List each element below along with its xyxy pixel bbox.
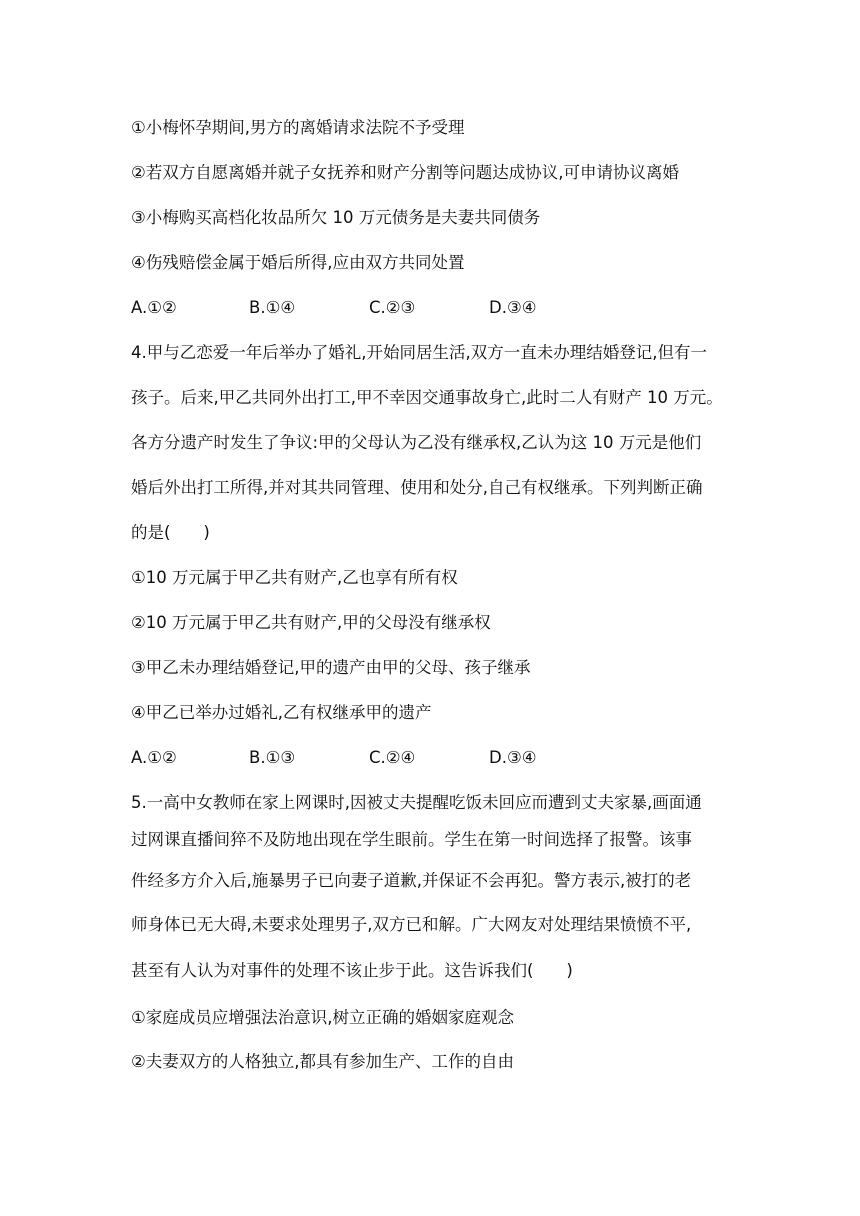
q4-option-b: B.①③ [249,748,296,767]
q5-stem-line-5: 甚至有人认为对事件的处理不该止步于此。这告诉我们( ) [131,961,573,980]
q3-item-2: ②若双方自愿离婚并就子女抚养和财产分割等问题达成协议,可申请协议离婚 [131,163,680,182]
q4-item-1: ①10 万元属于甲乙共有财产,乙也享有所有权 [131,568,458,587]
q3-item-1: ①小梅怀孕期间,男方的离婚请求法院不予受理 [131,118,465,137]
q5-stem-line-4: 师身体已无大碍,未要求处理男子,双方已和解。广大网友对处理结果愤愤不平, [131,915,692,934]
q5-stem-line-3: 件经多方介入后,施暴男子已向妻子道歉,并保证不会再犯。警方表示,被打的老 [131,871,692,890]
q5-stem-line-2: 过网课直播间猝不及防地出现在学生眼前。学生在第一时间选择了报警。该事 [131,830,692,849]
q4-stem-line-1: 4.甲与乙恋爱一年后举办了婚礼,开始同居生活,双方一直未办理结婚登记,但有一 [131,343,707,362]
q3-item-4: ④伤残赔偿金属于婚后所得,应由双方共同处置 [131,253,465,272]
q3-option-a: A.①② [131,298,177,317]
q5-stem-line-1: 5.一高中女教师在家上网课时,因被丈夫提醒吃饭未回应而遭到丈夫家暴,画面通 [131,793,702,812]
q4-option-a: A.①② [131,748,177,767]
q3-item-3: ③小梅购买高档化妆品所欠 10 万元债务是夫妻共同债务 [131,208,541,227]
q4-stem-line-3: 各方分遗产时发生了争议:甲的父母认为乙没有继承权,乙认为这 10 万元是他们 [131,433,702,452]
q4-stem-line-4: 婚后外出打工所得,并对其共同管理、使用和处分,自己有权继承。下列判断正确 [131,478,703,497]
q4-item-4: ④甲乙已举办过婚礼,乙有权继承甲的遗产 [131,703,432,722]
q4-option-c: C.②④ [369,748,416,767]
q4-stem-line-2: 孩子。后来,甲乙共同外出打工,甲不幸因交通事故身亡,此时二人有财产 10 万元。 [131,388,723,407]
q4-item-3: ③甲乙未办理结婚登记,甲的遗产由甲的父母、孩子继承 [131,658,531,677]
q5-item-2: ②夫妻双方的人格独立,都具有参加生产、工作的自由 [131,1052,515,1071]
q4-item-2: ②10 万元属于甲乙共有财产,甲的父母没有继承权 [131,613,491,632]
q3-option-d: D.③④ [489,298,537,317]
q3-option-b: B.①④ [249,298,296,317]
q5-item-1: ①家庭成员应增强法治意识,树立正确的婚姻家庭观念 [131,1008,515,1027]
q4-option-d: D.③④ [489,748,537,767]
q3-option-c: C.②③ [369,298,416,317]
q4-stem-line-5: 的是( ) [131,523,210,542]
